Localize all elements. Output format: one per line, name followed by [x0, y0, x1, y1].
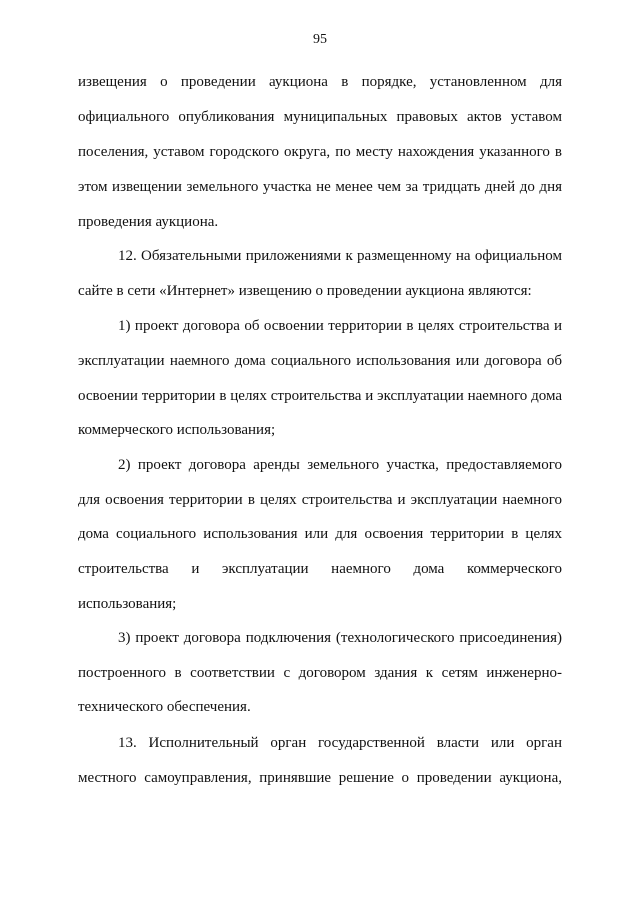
text-line: поселения, уставом городского округа, по месту нахождения указанного в [78, 144, 562, 160]
item-2-line: 2) проект договора аренды земельного участка, предоставляемого [118, 457, 562, 473]
paragraph-13-line: местного самоуправления, принявшие решение о проведении аукциона, [78, 770, 562, 786]
item-1-line: эксплуатации наемного дома социального использования или договора об [78, 353, 562, 369]
item-1-line: 1) проект договора об освоении территории в целях строительства и [118, 318, 562, 334]
text-line: проведения аукциона. [78, 214, 219, 230]
paragraph-12-line: 12. Обязательными приложениями к размещенному на официальном [118, 248, 562, 264]
text-line: извещения о проведении аукциона в порядке, установленном для [78, 74, 562, 90]
item-2-line: дома социального использования или для освоения территории в целях [78, 526, 562, 542]
text-line: официального опубликования муниципальных правовых актов уставом [78, 109, 562, 125]
item-2-line: использования; [78, 596, 177, 612]
page-number: 95 [313, 32, 327, 47]
item-2-line: строительства и эксплуатации наемного дома коммерческого [78, 561, 562, 577]
item-3-line: построенного в соответствии с договором здания к сетям инженерно- [78, 665, 562, 681]
item-2-line: для освоения территории в целях строительства и эксплуатации наемного [78, 492, 562, 508]
item-3-line: технического обеспечения. [78, 699, 251, 715]
item-3-line: 3) проект договора подключения (технологического присоединения) [118, 630, 562, 646]
text-line: этом извещении земельного участка не менее чем за тридцать дней до дня [78, 179, 562, 195]
item-1-line: коммерческого использования; [78, 422, 276, 438]
paragraph-13-line: 13. Исполнительный орган государственной власти или орган [118, 735, 562, 751]
paragraph-12-line: сайте в сети «Интернет» извещению о проведении аукциона являются: [78, 283, 532, 299]
item-1-line: освоении территории в целях строительства и эксплуатации наемного дома [78, 388, 562, 404]
